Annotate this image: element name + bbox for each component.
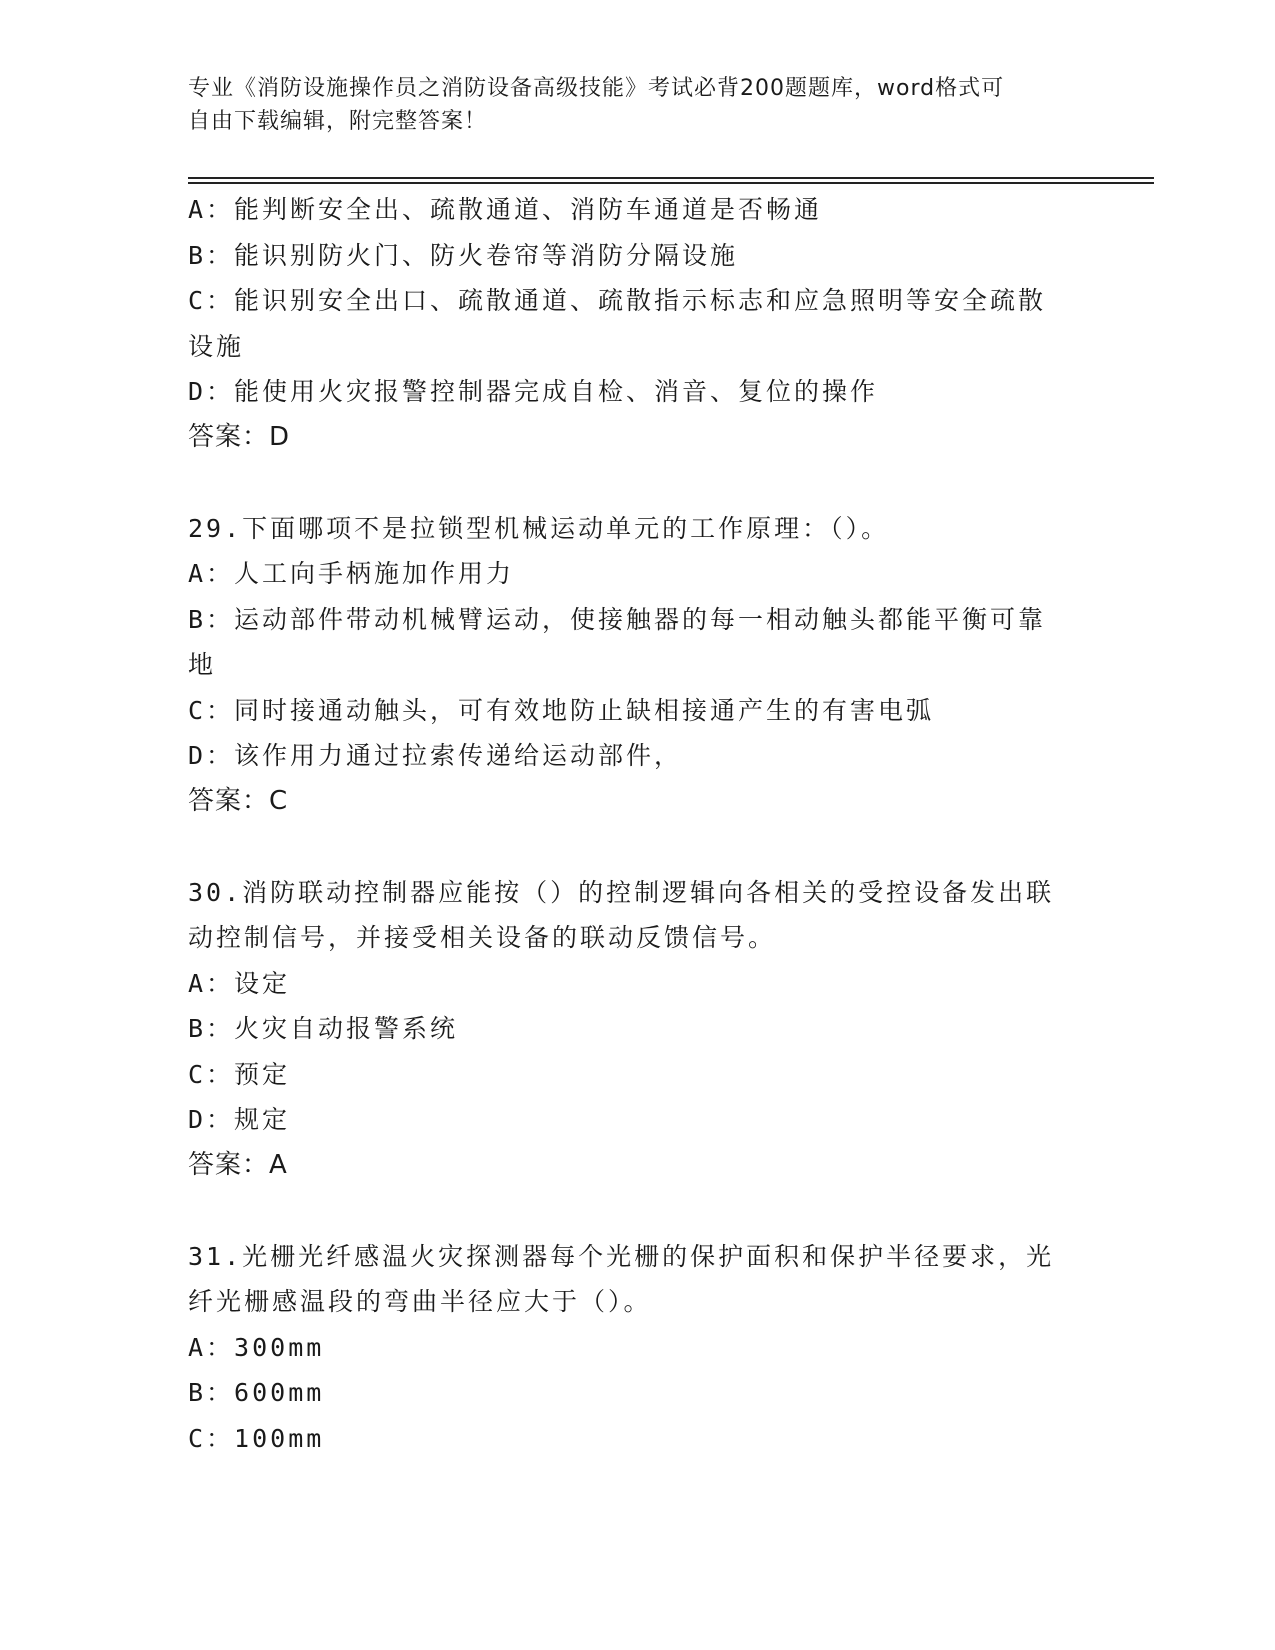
option-b: B：运动部件带动机械臂运动，使接触器的每一相动触头都能平衡可靠 (188, 604, 1047, 634)
question-stem: 29.下面哪项不是拉锁型机械运动单元的工作原理：（）。 (188, 513, 890, 543)
option-d: D：该作用力通过拉索传递给运动部件， (188, 741, 683, 770)
question-30 (188, 870, 1068, 1189)
option-b: B：600mm (188, 1378, 325, 1407)
option-d: D：规定 (188, 1105, 291, 1134)
spacer (188, 460, 1068, 506)
answer: 答案：A (188, 1149, 288, 1180)
question-stem-continued: 动控制信号，并接受相关设备的联动反馈信号。 (188, 923, 777, 952)
header-line-2: 自由下载编辑，附完整答案！ (188, 109, 488, 134)
question-stem: 31.光栅光纤感温火灾探测器每个光栅的保护面积和保护半径要求，光 (188, 1241, 1055, 1271)
option-a: A：能判断安全出、疏散通道、消防车通道是否畅通 (188, 195, 823, 224)
answer: 答案：C (188, 785, 289, 816)
question-stem-continued: 纤光栅感温段的弯曲半径应大于（）。 (188, 1287, 652, 1316)
option-b-continued: 地 (188, 650, 217, 679)
spacer (188, 824, 1068, 870)
document-header (188, 72, 1068, 138)
option-a: A：人工向手柄施加作用力 (188, 559, 515, 588)
option-d: D：能使用火灾报警控制器完成自检、消音、复位的操作 (188, 377, 879, 406)
option-a: A：设定 (188, 968, 291, 998)
spacer (188, 1188, 1068, 1234)
question-list (188, 187, 1068, 1461)
option-c-continued: 设施 (188, 331, 245, 361)
option-c: C：能识别安全出口、疏散通道、疏散指示标志和应急照明等安全疏散 (188, 286, 1047, 315)
header-divider-top (188, 177, 1154, 179)
option-c: C：预定 (188, 1059, 291, 1089)
header-line-1: 专业《消防设施操作员之消防设备高级技能》考试必背200题题库，word格式可 (188, 76, 1005, 101)
question-29 (188, 506, 1068, 825)
answer: 答案：D (188, 421, 291, 452)
header-divider-bottom (188, 182, 1154, 184)
option-b: B：火灾自动报警系统 (188, 1014, 459, 1043)
question-28 (188, 187, 1068, 460)
question-31 (188, 1234, 1068, 1462)
option-c: C：同时接通动触头，可有效地防止缺相接通产生的有害电弧 (188, 695, 935, 725)
option-a: A：300mm (188, 1332, 325, 1362)
option-c: C：100mm (188, 1423, 325, 1453)
option-b: B：能识别防火门、防火卷帘等消防分隔设施 (188, 240, 739, 270)
question-stem: 30.消防联动控制器应能按（）的控制逻辑向各相关的受控设备发出联 (188, 877, 1055, 907)
